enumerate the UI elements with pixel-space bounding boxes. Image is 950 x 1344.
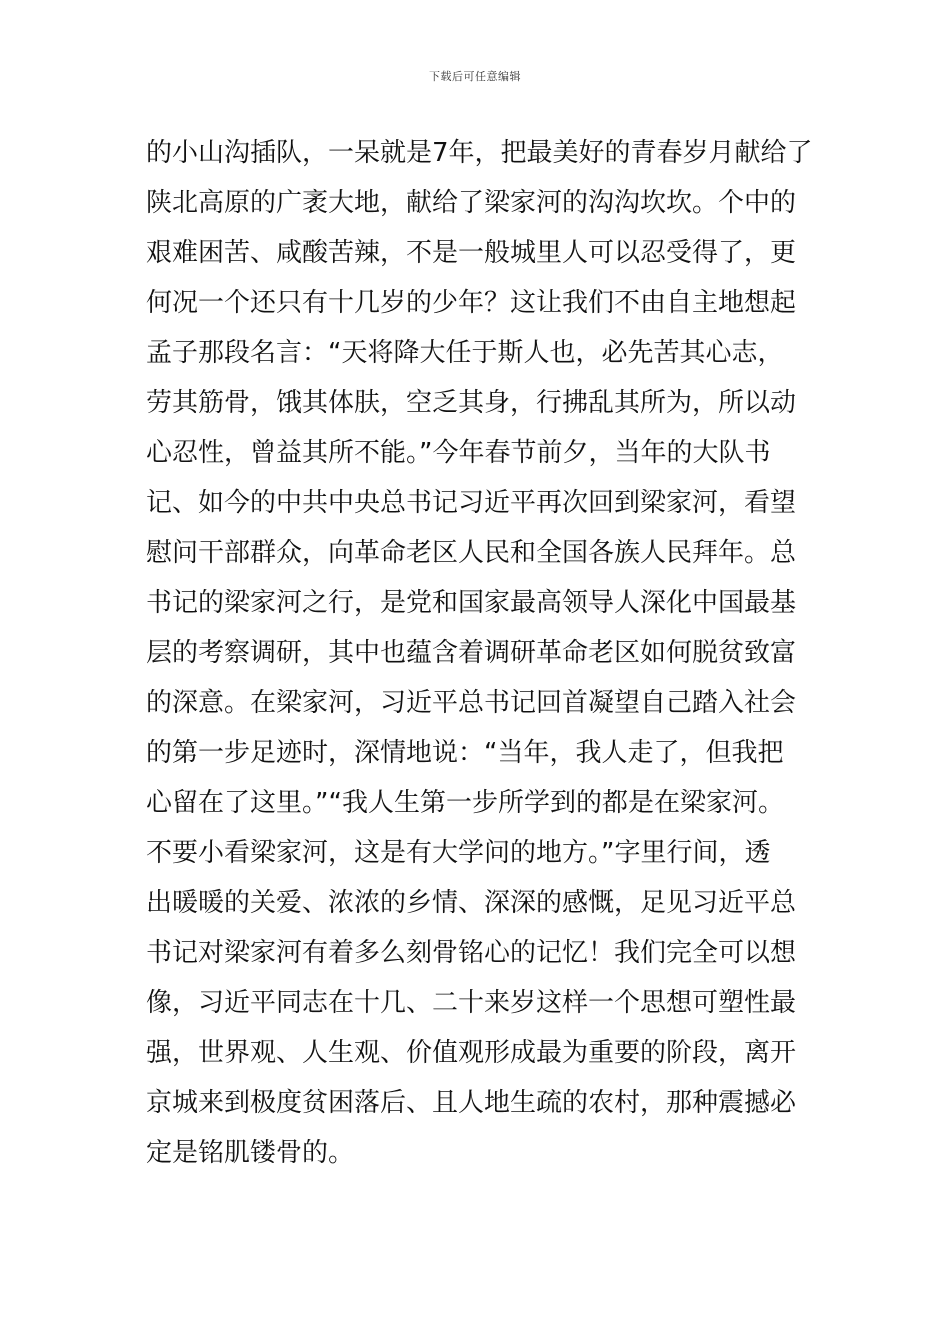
text-line: 定是铭肌镂骨的。 — [146, 1138, 355, 1168]
text-line: 的第一步足迹时，深情地说：“当年，我人走了，但我把 — [146, 738, 784, 768]
text-line: 书记对梁家河有着多么刻骨铭心的记忆！我们完全可以想 — [146, 938, 797, 968]
text-line: 心留在了这里。”“我人生第一步所学到的都是在梁家河。 — [146, 788, 784, 818]
text-line: 强，世界观、人生观、价值观形成最为重要的阶段，离开 — [146, 1038, 797, 1068]
text-line: 何况一个还只有十几岁的少年？这让我们不由自主地想起 — [146, 288, 797, 318]
text-line: 劳其筋骨，饿其体肤，空乏其身，行拂乱其所为，所以动 — [146, 388, 797, 418]
text-line: 出暖暖的关爱、浓浓的乡情、深深的感慨，足见习近平总 — [146, 888, 797, 918]
text-line: 陕北高原的广袤大地，献给了梁家河的沟沟坎坎。个中的 — [146, 188, 797, 218]
text-line: 书记的梁家河之行，是党和国家最高领导人深化中国最基 — [146, 588, 797, 618]
text-line: 的深意。在梁家河，习近平总书记回首凝望自己踏入社会 — [146, 688, 797, 718]
text-line: 艰难困苦、咸酸苦辣，不是一般城里人可以忍受得了，更 — [146, 238, 797, 268]
text-line: 的小山沟插队，一呆就是7年，把最美好的青春岁月献给了 — [146, 138, 813, 168]
text-line: 记、如今的中共中央总书记习近平再次回到梁家河，看望 — [146, 488, 797, 518]
text-line: 慰问干部群众，向革命老区人民和全国各族人民拜年。总 — [146, 538, 797, 568]
header-note: 下载后可任意编辑 — [429, 70, 521, 83]
text-line: 京城来到极度贫困落后、且人地生疏的农村，那种震撼必 — [146, 1088, 797, 1118]
text-line: 不要小看梁家河，这是有大学问的地方。”字里行间，透 — [146, 838, 771, 868]
text-line: 层的考察调研，其中也蕴含着调研革命老区如何脱贫致富 — [146, 638, 797, 668]
text-line: 心忍性，曾益其所不能。”今年春节前夕，当年的大队书 — [146, 438, 771, 468]
body-paragraph — [146, 128, 826, 1178]
text-line: 孟子那段名言：“天将降大任于斯人也，必先苦其心志， — [146, 338, 784, 368]
text-line: 像，习近平同志在十几、二十来岁这样一个思想可塑性最 — [146, 988, 797, 1018]
